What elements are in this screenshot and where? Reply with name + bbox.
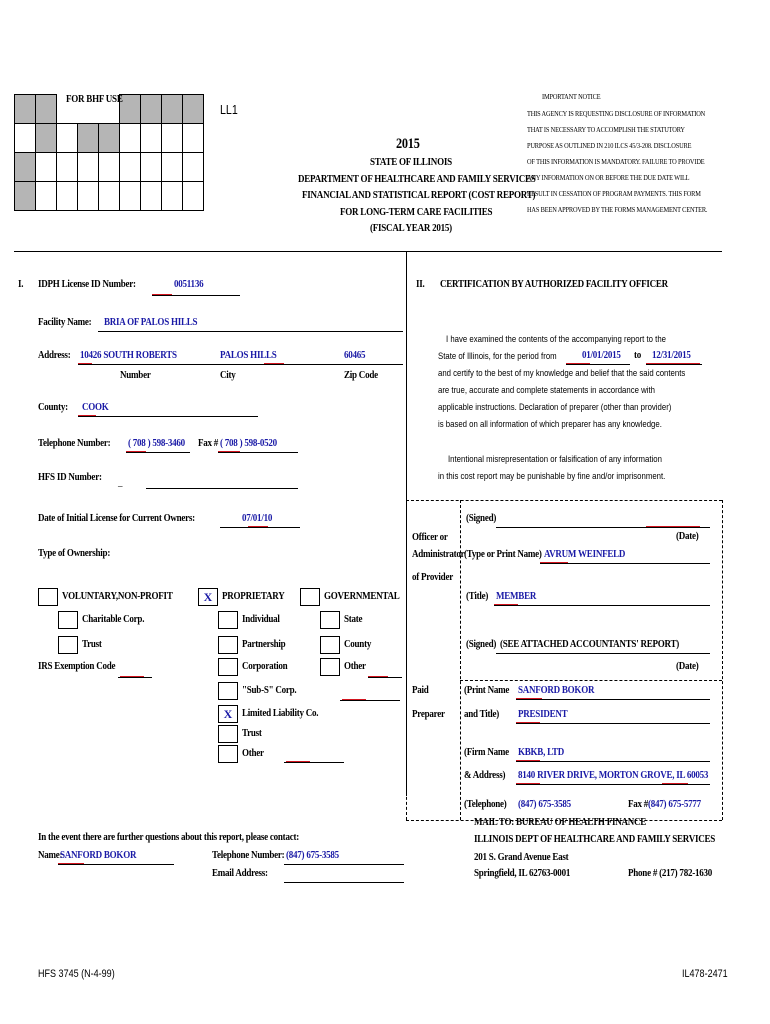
initial-license-label: Date of Initial License for Current Owners: [38, 512, 195, 524]
prop-other-label: Other [242, 747, 264, 759]
individual-checkbox[interactable] [218, 611, 238, 629]
corporation-label: Corporation [242, 660, 288, 672]
subs-corp-label: "Sub-S" Corp. [242, 684, 297, 696]
mail-line-4: Springfield, IL 62763-0001 [474, 867, 571, 879]
cert-line-3: and certify to the best of my knowledge and belief that the said contents [438, 368, 686, 379]
llc-label: Limited Liability Co. [242, 707, 319, 719]
officer-name-value[interactable]: AVRUM WEINFELD [544, 548, 626, 560]
cert-line-6: is based on all information of which preparer has any knowledge. [438, 419, 662, 430]
governmental-checkbox[interactable] [300, 588, 320, 606]
preparer-label: Preparer [412, 708, 445, 720]
gov-other-label: Other [344, 660, 366, 672]
county-checkbox[interactable] [320, 636, 340, 654]
city-caption: City [220, 369, 236, 381]
state-checkbox[interactable] [320, 611, 340, 629]
fax-value[interactable]: ( 708 ) 598-0520 [220, 437, 277, 449]
ownership-label: Type of Ownership: [38, 547, 111, 559]
period-from[interactable]: 01/01/2015 [582, 349, 621, 361]
cert-line-5: applicable instructions. Declaration of preparer (other than provider) [438, 402, 672, 413]
date-label-2: (Date) [676, 660, 699, 672]
trust-label: Trust [82, 638, 102, 650]
section-1-roman: I. [18, 278, 24, 290]
officer-label-1: Officer or [412, 531, 448, 543]
address-label: Address: [38, 349, 71, 361]
notice-title: IMPORTANT NOTICE [542, 92, 601, 101]
voluntary-checkbox[interactable] [38, 588, 58, 606]
state-label: State [344, 613, 363, 625]
partnership-checkbox[interactable] [218, 636, 238, 654]
hfs-id-label: HFS ID Number: [38, 471, 102, 483]
cert-line-4: are true, accurate and complete statements in accordance with [438, 385, 655, 396]
firm-address-value[interactable]: 8140 RIVER DRIVE, MORTON GROVE, IL 60053 [518, 769, 709, 781]
contact-name-label: Name: [38, 849, 63, 861]
proprietary-label: PROPRIETARY [222, 590, 285, 602]
llc-checkbox[interactable]: X [218, 705, 238, 723]
officer-label-2: Administrator [412, 548, 465, 560]
governmental-label: GOVERNMENTAL [324, 590, 400, 602]
paid-label: Paid [412, 684, 429, 696]
state-title: STATE OF ILLINOIS [370, 156, 452, 168]
dept-title: DEPARTMENT OF HEALTHCARE AND FAMILY SERVICES [298, 173, 536, 185]
signed-label: (Signed) [466, 512, 497, 524]
form-code: LL1 [220, 102, 238, 117]
trust-checkbox[interactable] [58, 636, 78, 654]
telephone-value[interactable]: ( 708 ) 598-3460 [128, 437, 185, 449]
charitable-checkbox[interactable] [58, 611, 78, 629]
zip-caption: Zip Code [344, 369, 378, 381]
mail-phone: Phone # (217) 782-1630 [628, 867, 713, 879]
ltc-title: FOR LONG-TERM CARE FACILITIES [340, 206, 493, 218]
type-name-label: (Type or Print Name) [464, 548, 542, 560]
form-number: HFS 3745 (N-4-99) [38, 968, 115, 980]
print-name-label: (Print Name [464, 684, 510, 696]
mail-line-1: MAIL TO: BUREAU OF HEALTH FINANCE [474, 816, 647, 828]
contact-phone-label: Telephone Number: [212, 849, 285, 861]
voluntary-label: VOLUNTARY,NON-PROFIT [62, 590, 173, 602]
section-2-roman: II. [416, 278, 425, 290]
and-title-label: and Title) [464, 708, 500, 720]
contact-email-label: Email Address: [212, 867, 268, 879]
firm-name-value[interactable]: KBKB, LTD [518, 746, 565, 758]
street-value[interactable]: 10426 SOUTH ROBERTS [80, 349, 177, 361]
prop-trust-label: Trust [242, 727, 262, 739]
form-id: IL478-2471 [682, 968, 728, 980]
report-title: FINANCIAL AND STATISTICAL REPORT (COST REPORT) [302, 189, 536, 201]
number-caption: Number [120, 369, 151, 381]
city-value[interactable]: PALOS HILLS [220, 349, 277, 361]
bhf-use-grid [14, 94, 204, 211]
hfs-id-value[interactable]: _ [118, 476, 123, 488]
initial-license-value[interactable]: 07/01/10 [242, 512, 273, 524]
preparer-phone-value[interactable]: (847) 675-3585 [518, 798, 571, 810]
county-type-label: County [344, 638, 372, 650]
preparer-fax-value[interactable]: (847) 675-5777 [648, 798, 701, 810]
gov-other-checkbox[interactable] [320, 658, 340, 676]
period-to[interactable]: 12/31/2015 [652, 349, 691, 361]
partnership-label: Partnership [242, 638, 286, 650]
warning-line-1: Intentional misrepresentation or falsification of any information [448, 454, 662, 465]
certification-title: CERTIFICATION BY AUTHORIZED FACILITY OFFICER [440, 278, 668, 290]
contact-phone-value[interactable]: (847) 675-3585 [286, 849, 339, 861]
telephone-label-2: (Telephone) [464, 798, 507, 810]
firm-name-label: (Firm Name [464, 746, 509, 758]
corporation-checkbox[interactable] [218, 658, 238, 676]
mail-line-2: ILLINOIS DEPT OF HEALTHCARE AND FAMILY SERVICES [474, 833, 716, 845]
title-label: (Title) [466, 590, 489, 602]
facility-label: Facility Name: [38, 316, 92, 328]
charitable-label: Charitable Corp. [82, 613, 145, 625]
title-value[interactable]: MEMBER [496, 590, 537, 602]
license-label: IDPH License ID Number: [38, 278, 136, 290]
zip-value[interactable]: 60465 [344, 349, 366, 361]
proprietary-checkbox[interactable]: X [198, 588, 218, 606]
date-label: (Date) [676, 530, 699, 542]
fiscal-title: (FISCAL YEAR 2015) [370, 222, 452, 234]
cert-line-1: I have examined the contents of the accompanying report to the [446, 334, 666, 345]
prop-other-checkbox[interactable] [218, 745, 238, 763]
cert-line-2: State of Illinois, for the period from [438, 351, 557, 362]
subs-corp-checkbox[interactable] [218, 682, 238, 700]
preparer-fax-label: Fax # [628, 798, 649, 810]
facility-value[interactable]: BRIA OF PALOS HILLS [104, 316, 198, 328]
period-to-label: to [634, 349, 642, 361]
telephone-label: Telephone Number: [38, 437, 111, 449]
contact-line: In the event there are further questions about this report, please contact: [38, 831, 299, 843]
preparer-name-value[interactable]: SANFORD BOKOR [518, 684, 595, 696]
officer-label-3: of Provider [412, 571, 453, 583]
preparer-title-value[interactable]: PRESIDENT [518, 708, 568, 720]
individual-label: Individual [242, 613, 280, 625]
fax-label: Fax # [198, 437, 219, 449]
address-label-2: & Address) [464, 769, 506, 781]
bhf-use-label: FOR BHF USE [66, 93, 123, 105]
county-value[interactable]: COOK [82, 401, 109, 413]
see-attached: (SEE ATTACHED ACCOUNTANTS' REPORT) [500, 638, 680, 650]
license-value[interactable]: 0051136 [174, 278, 204, 290]
signed-label-2: (Signed) [466, 638, 497, 650]
prop-trust-checkbox[interactable] [218, 725, 238, 743]
report-year: 2015 [396, 136, 420, 152]
irs-exemption-label: IRS Exemption Code [38, 660, 116, 672]
mail-line-3: 201 S. Grand Avenue East [474, 851, 569, 863]
warning-line-2: in this cost report may be punishable by fine and/or imprisonment. [438, 471, 666, 482]
contact-name-value[interactable]: SANFORD BOKOR [60, 849, 137, 861]
county-label: County: [38, 401, 68, 413]
